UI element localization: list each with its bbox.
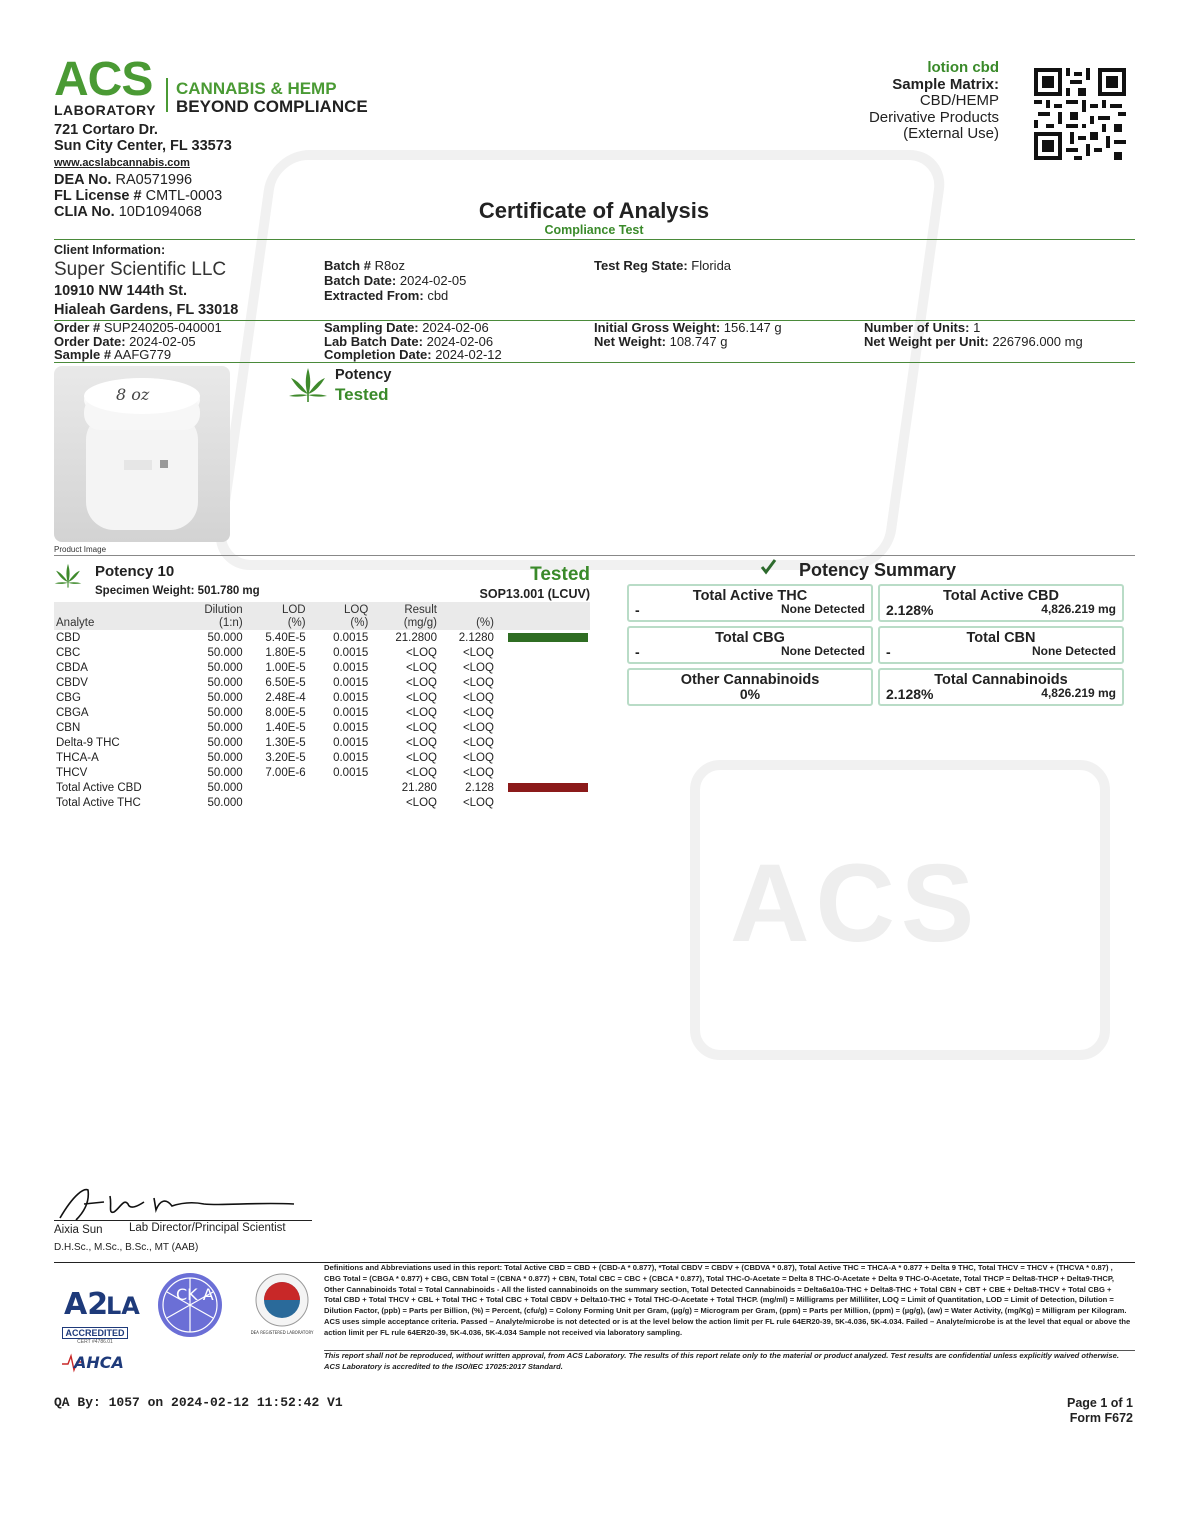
ahca-icon <box>60 1350 130 1372</box>
cell-loq: 0.0015 <box>333 721 369 734</box>
cell-bar <box>496 705 590 720</box>
form-number: Form F672 <box>1069 1411 1133 1425</box>
cell-loq: 0.0015 <box>333 706 369 719</box>
cell-dilution: 50.000 <box>207 766 243 779</box>
number-of-units <box>864 320 980 335</box>
cell-dilution: 50.000 <box>207 751 243 764</box>
cell-analyte: THCA-A <box>56 751 99 764</box>
summary-box <box>627 584 873 622</box>
col-lod: LOD (%) <box>281 604 306 629</box>
col-dilution: Dilution (1:n) <box>204 604 243 629</box>
cell-bar <box>496 750 590 765</box>
potency-row <box>54 795 590 810</box>
test-reg-state <box>594 258 731 273</box>
ahca-text: AHCA <box>74 1353 124 1372</box>
cell-analyte: CBGA <box>56 706 89 719</box>
order-value: SUP240205-040001 <box>103 320 222 335</box>
cell-bar <box>496 690 590 705</box>
cell-bar <box>496 675 590 690</box>
cell-result: <LOQ <box>405 736 437 749</box>
completion-value: 2024-02-12 <box>435 347 502 362</box>
cell-bar <box>496 660 590 675</box>
cell-dilution: 50.000 <box>207 721 243 734</box>
cell-bar <box>496 795 590 810</box>
clia-number <box>54 204 202 220</box>
signer-credentials: D.H.Sc., M.Sc., B.Sc., MT (AAB) <box>54 1242 199 1253</box>
order-divider <box>54 362 1135 363</box>
matrix-label: Sample Matrix: <box>892 75 999 93</box>
definitions-text: Definitions and Abbreviations used in this report: Total Active CBD = CBD + (CBD-A * 0.877), *Total CBDV = CBDV + (CBDVA * 0.87), Total Active THC = THCA-A * 0.877 + Delta 9 THC, Total THCV = THCV + (THCVA * 0.87) , CBG Total = (CBGA * 0.877) + CBG, CBN Total = (CBNA * 0.877) + CBN, Total CBC = CBC + (CBCA * 0.877), Total THC-O-Acetate = Delta 8 THC-O-Acetate + Delta 9 THC-O-Acetate, Total THCP = Delta8-THCP + Delta9-THCP, Other Cannabinoids Total = Total Cannabinoids - All the listed cannabinoids on the summary section, Total Detected Cannabinoids = Delta6a10a-THC + Delta8-THC + Total CBN + CBT + CBE + Delta8-THCV + Total CBG + Total CBD + Total THCV + CBL + Total THC + Total CBC + Total CBDV + Delta10-THC + Total THC-O-Acetate + Total THCP. (mg/ml) = Milligrams per Milliliter, LOQ = Limit of Quantitation, LOD = Limit of Detection, Dilution = Dilution Factor, (ppb) = Parts per Billion, (%) = Percent, (cfu/g) = Colony Forming Unit per Gram, (µg/g) = Microgram per Gram, (ppm) = Parts per Million, (ppm) = (µg/g), (aw) = Water Activity, (mg/Kg) = Milligram per Kilogram. ACS uses simple acceptance criteria. Passed – Analyte/microbe is not detected or is at the level below the action limit per FL rule 64ER20-39, 5K-4.036, 5K-4.034. Failed – Analyte/microbe is at the level that equal or above the action limit per FL rule 64ER20-39, 5K-4.036, 5K-4.034 Sample not received via laboratory sampling. <box>324 1263 1131 1337</box>
potency-badge-line-2: Tested <box>335 385 389 404</box>
cell-lod: 1.80E-5 <box>265 646 306 659</box>
cell-result: <LOQ <box>405 661 437 674</box>
a2la-cert: CERT #4786.01 <box>77 1339 113 1345</box>
extracted-from <box>324 288 448 303</box>
qr-code-icon[interactable] <box>1034 68 1126 160</box>
potency-method: SOP13.001 (LCUV) <box>479 587 590 601</box>
cell-lod: 5.40E-5 <box>265 631 306 644</box>
ckia-text: CK A <box>176 1285 214 1304</box>
potency-row <box>54 645 590 660</box>
summary-box-percent: 0% <box>739 686 761 702</box>
cell-loq <box>308 780 371 795</box>
summary-box-title: Total CBN <box>966 630 1036 646</box>
order-date-label: Order Date: <box>54 334 126 349</box>
net-unit-value: 226796.000 mg <box>992 334 1083 349</box>
cell-bar <box>496 780 590 795</box>
sample-info <box>869 60 999 143</box>
cannabis-leaf-icon-small <box>54 562 82 588</box>
potency-row <box>54 705 590 720</box>
cell-loq: 0.0015 <box>333 736 369 749</box>
dea-seal-icon <box>252 1272 312 1338</box>
cell-analyte: Total Active CBD <box>56 781 142 794</box>
col-analyte: Analyte <box>56 617 95 629</box>
summary-box-percent: - <box>635 644 640 660</box>
net-label: Net Weight: <box>594 334 666 349</box>
summary-box-amount: 4,826.219 mg <box>1041 686 1116 700</box>
logo-sub: LABORATORY <box>54 102 156 118</box>
dea-number <box>54 172 192 188</box>
cell-analyte: CBG <box>56 691 81 704</box>
sampling-value: 2024-02-06 <box>422 320 489 335</box>
result-bar <box>508 633 588 642</box>
gross-value: 156.147 g <box>723 320 782 335</box>
check-seal-icon <box>758 557 778 577</box>
cell-dilution: 50.000 <box>207 781 243 794</box>
page-title: Certificate of Analysis <box>478 198 710 223</box>
cell-pct: <LOQ <box>462 646 494 659</box>
cell-analyte: CBC <box>56 646 81 659</box>
jar-illustration <box>54 366 230 542</box>
summary-box-amount: None Detected <box>780 644 865 658</box>
cell-pct: <LOQ <box>462 796 494 809</box>
cell-bar <box>496 630 590 645</box>
potency-row <box>54 675 590 690</box>
cell-result: 21.2800 <box>395 631 437 644</box>
cell-lod: 2.48E-4 <box>265 691 306 704</box>
product-image-caption: Product Image <box>54 545 107 554</box>
cell-bar <box>496 645 590 660</box>
product-name: lotion cbd <box>927 59 999 76</box>
summary-box-title: Total Active CBD <box>942 588 1059 604</box>
cell-bar <box>496 720 590 735</box>
potency-row <box>54 765 590 780</box>
signer-name: Aixia Sun <box>54 1224 103 1236</box>
cell-result: 21.280 <box>401 781 437 794</box>
logo-divider <box>166 78 168 112</box>
page-subtitle: Compliance Test <box>544 223 644 237</box>
cell-result: <LOQ <box>405 751 437 764</box>
col-bar <box>496 602 590 630</box>
test-reg-label: Test Reg State: <box>594 258 688 273</box>
summary-box-title: Total Active THC <box>692 588 808 604</box>
specimen-weight <box>95 585 260 597</box>
summary-box <box>878 626 1124 664</box>
summary-box-percent: - <box>886 644 891 660</box>
cell-analyte: CBDA <box>56 661 88 674</box>
signature-line <box>54 1220 312 1221</box>
sample-label: Sample # <box>54 347 112 362</box>
batch-number <box>324 258 405 273</box>
client-city: Hialeah Gardens, FL 33018 <box>54 302 239 318</box>
cell-lod: 6.50E-5 <box>265 676 306 689</box>
cell-lod <box>245 795 308 810</box>
specimen-value: 501.780 mg <box>197 585 260 597</box>
potency-badge-line-1: Potency <box>335 367 392 383</box>
units-label: Number of Units: <box>864 320 970 335</box>
cell-analyte: THCV <box>56 766 88 779</box>
lab-batch-value: 2024-02-06 <box>426 334 494 349</box>
net-value: 108.747 g <box>669 334 728 349</box>
client-section-label: Client Information: <box>54 243 166 257</box>
cell-loq <box>308 795 371 810</box>
cell-result: <LOQ <box>405 646 437 659</box>
cell-bar <box>496 735 590 750</box>
sampling-date <box>324 320 489 335</box>
potency-row <box>54 780 590 795</box>
a2la-icon <box>62 1282 140 1322</box>
cell-result: <LOQ <box>405 721 437 734</box>
cell-dilution: 50.000 <box>207 796 243 809</box>
summary-title: Potency Summary <box>799 560 957 580</box>
dea-value: RA0571996 <box>115 172 193 188</box>
signature-image <box>54 1184 314 1224</box>
test-reg-value: Florida <box>691 258 732 273</box>
watermark-text: ACS <box>730 842 981 965</box>
page-number: Page 1 of 1 <box>1067 1396 1133 1410</box>
cell-lod: 1.40E-5 <box>265 721 306 734</box>
summary-box-percent: - <box>635 602 640 618</box>
cell-dilution: 50.000 <box>207 646 243 659</box>
cell-pct: <LOQ <box>462 661 494 674</box>
batch-date-label: Batch Date: <box>324 273 397 288</box>
cell-result: <LOQ <box>405 766 437 779</box>
cell-analyte: CBDV <box>56 676 88 689</box>
order-date-value: 2024-02-05 <box>129 334 196 349</box>
net-unit-label: Net Weight per Unit: <box>864 334 989 349</box>
cell-loq: 0.0015 <box>333 646 369 659</box>
summary-box-title: Total CBG <box>715 630 785 646</box>
sample-value: AAFG779 <box>114 347 172 362</box>
cell-dilution: 50.000 <box>207 631 243 644</box>
summary-box <box>878 668 1124 706</box>
cell-lod: 3.20E-5 <box>265 751 306 764</box>
cell-loq: 0.0015 <box>333 676 369 689</box>
cell-loq: 0.0015 <box>333 691 369 704</box>
cannabis-leaf-icon <box>288 366 328 402</box>
extracted-label: Extracted From: <box>324 288 424 303</box>
cell-pct: <LOQ <box>462 736 494 749</box>
signer-role: Lab Director/Principal Scientist <box>129 1222 286 1234</box>
cell-dilution: 50.000 <box>207 676 243 689</box>
potency-row <box>54 735 590 750</box>
summary-box-percent: 2.128% <box>886 602 934 618</box>
cell-lod: 1.00E-5 <box>265 661 306 674</box>
header-divider <box>54 239 1135 240</box>
cell-loq: 0.0015 <box>333 751 369 764</box>
cell-pct: 2.128 <box>465 781 494 794</box>
cell-analyte: CBD <box>56 631 81 644</box>
potency-row <box>54 630 590 645</box>
cell-pct: 2.1280 <box>458 631 494 644</box>
client-name: Super Scientific LLC <box>54 259 227 280</box>
sampling-label: Sampling Date: <box>324 320 419 335</box>
col-loq: LOQ (%) <box>343 604 369 629</box>
cell-result: <LOQ <box>405 676 437 689</box>
cell-result: <LOQ <box>405 796 437 809</box>
lab-batch-label: Lab Batch Date: <box>324 334 423 349</box>
svg-text:A2: A2 <box>64 1287 109 1322</box>
summary-box-amount: None Detected <box>1031 644 1116 658</box>
extracted-value: cbd <box>427 288 449 303</box>
cell-analyte: Total Active THC <box>56 796 141 809</box>
potency-status: Tested <box>530 564 590 585</box>
a2la-accredited: ACCREDITED <box>62 1327 128 1339</box>
summary-box-title: Total Cannabinoids <box>934 672 1068 688</box>
cell-pct: <LOQ <box>462 751 494 764</box>
potency-row <box>54 720 590 735</box>
cell-dilution: 50.000 <box>207 736 243 749</box>
summary-box <box>627 626 873 664</box>
net-weight-per-unit <box>864 334 1083 349</box>
cell-analyte: CBN <box>56 721 81 734</box>
qa-stamp: QA By: 1057 on 2024-02-12 11:52:42 V1 <box>54 1395 343 1410</box>
order-label: Order # <box>54 320 101 335</box>
summary-box-title: Other Cannabinoids <box>680 672 820 688</box>
order-number <box>54 320 222 335</box>
cell-lod: 7.00E-6 <box>265 766 306 779</box>
clia-value: 10D1094068 <box>118 204 202 220</box>
cell-result: <LOQ <box>405 706 437 719</box>
summary-box <box>627 668 873 706</box>
summary-box-amount: None Detected <box>780 602 865 616</box>
potency-row <box>54 660 590 675</box>
sample-number <box>54 347 171 362</box>
cell-loq: 0.0015 <box>333 631 369 644</box>
units-value: 1 <box>973 320 981 335</box>
lab-website[interactable]: www.acslabcannabis.com <box>54 157 190 169</box>
cell-dilution: 50.000 <box>207 661 243 674</box>
matrix-line-2: Derivative Products <box>868 108 999 126</box>
batch-date <box>324 273 466 288</box>
completion-label: Completion Date: <box>324 347 432 362</box>
client-street: 10910 NW 144th St. <box>54 283 187 299</box>
batch-value: R8oz <box>374 258 405 273</box>
potency-row <box>54 750 590 765</box>
disclaimer-text: This report shall not be reproduced, without written approval, from ACS Laboratory. The results of this report relate only to the material or product analyzed. Test results are confidential unless explicitly waived otherwise. ACS Laboratory is accredited to the ISO/IEC 17025:2017 Standard. <box>324 1351 1119 1371</box>
matrix-line-3: (External Use) <box>903 125 999 142</box>
cell-loq: 0.0015 <box>333 661 369 674</box>
cell-pct: <LOQ <box>462 721 494 734</box>
result-bar <box>508 783 588 792</box>
fl-license <box>54 188 222 204</box>
cell-analyte: Delta-9 THC <box>56 736 120 749</box>
potency-divider <box>54 555 1135 556</box>
lab-tagline-1: CANNABIS & HEMP <box>176 79 337 98</box>
cell-result: <LOQ <box>405 691 437 704</box>
cell-pct: <LOQ <box>462 691 494 704</box>
cell-pct: <LOQ <box>462 766 494 779</box>
product-image <box>54 366 230 542</box>
cell-dilution: 50.000 <box>207 706 243 719</box>
summary-box-percent: 2.128% <box>886 686 934 702</box>
cell-lod: 1.30E-5 <box>265 736 306 749</box>
potency-table <box>54 602 590 810</box>
ahca-logo <box>60 1350 130 1377</box>
svg-text:LA: LA <box>106 1292 140 1320</box>
dea-seal-text: DEA REGISTERED LABORATORY <box>250 1330 314 1335</box>
lab-address-2: Sun City Center, FL 33573 <box>54 138 232 154</box>
gross-weight <box>594 320 782 335</box>
summary-box-amount: 4,826.219 mg <box>1041 602 1116 616</box>
fl-value: CMTL-0003 <box>145 188 223 204</box>
ckia-logo-icon <box>157 1272 223 1338</box>
batch-label: Batch # <box>324 258 371 273</box>
fl-label: FL License # <box>54 188 142 204</box>
completion-date <box>324 347 502 362</box>
logo-text: ACS <box>54 53 153 106</box>
a2la-logo <box>62 1282 140 1345</box>
matrix-line-1: CBD/HEMP <box>919 92 999 109</box>
lab-tagline-2: BEYOND COMPLIANCE <box>176 97 368 116</box>
cell-bar <box>496 765 590 780</box>
gross-label: Initial Gross Weight: <box>594 320 721 335</box>
col-percent: (%) <box>476 617 494 629</box>
cell-pct: <LOQ <box>462 706 494 719</box>
potency-table-title: Potency 10 <box>95 563 175 580</box>
cell-lod <box>245 780 308 795</box>
cell-loq: 0.0015 <box>333 766 369 779</box>
summary-box <box>878 584 1124 622</box>
col-result: Result (mg/g) <box>403 604 437 629</box>
lab-address-1: 721 Cortaro Dr. <box>54 122 158 138</box>
net-weight <box>594 334 727 349</box>
potency-table-header <box>54 602 590 630</box>
lab-logo <box>54 53 156 118</box>
jar-label-text: 8 oz <box>116 385 150 404</box>
cell-lod: 8.00E-5 <box>265 706 306 719</box>
potency-row <box>54 690 590 705</box>
clia-label: CLIA No. <box>54 204 115 220</box>
dea-label: DEA No. <box>54 172 112 188</box>
specimen-label: Specimen Weight: <box>95 585 195 597</box>
cell-pct: <LOQ <box>462 676 494 689</box>
cell-dilution: 50.000 <box>207 691 243 704</box>
batch-date-value: 2024-02-05 <box>399 273 467 288</box>
